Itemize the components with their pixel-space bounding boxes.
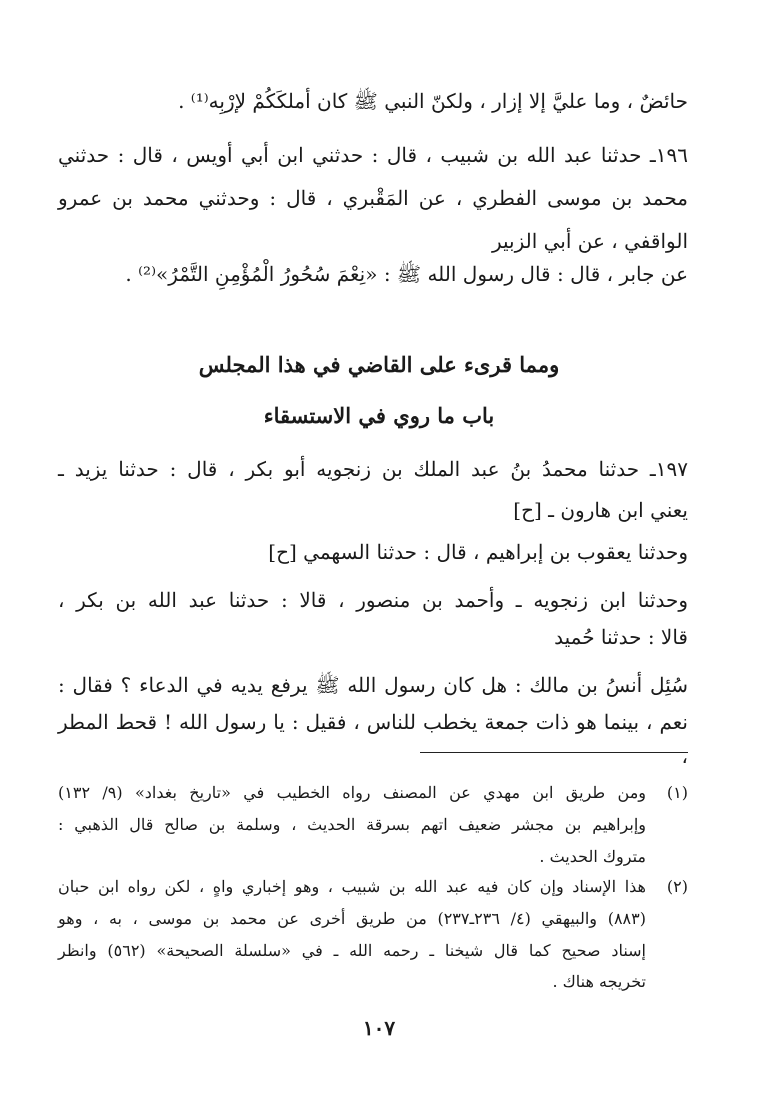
page-number: ١٠٧: [362, 1016, 396, 1040]
footnote-2-line: [58, 938, 688, 966]
footnote-1-line: [58, 812, 688, 840]
footnote-divider: [420, 752, 688, 753]
footnote-text: تخريجه هناك .: [552, 972, 646, 991]
footnote-2-line: [58, 874, 688, 902]
body-line: الواقفي ، عن أبي الزبير: [491, 229, 688, 253]
body-line: نعم ، بينما هو ذات جمعة يخطب للناس ، فقيل : يا رسول الله ! قحط المطر ،: [58, 710, 688, 768]
body-line: حائضٌ ، وما عليَّ إلا إزار ، ولكنّ النبي ﷺ كان أملكَكُمْ لإرْبِه⁽¹⁾ .: [178, 89, 688, 113]
hadith-196-line: ١٩٦ـ حدثنا عبد الله بن شبيب ، قال : حدثني ابن أبي أويس ، قال : حدثني: [58, 143, 688, 167]
footnote-text: وإبراهيم بن مجشر ضعيف اتهم بسرقة الحديث ، وسلمة بن صالح قال الذهبي :: [58, 815, 647, 834]
body-line: وحدثنا يعقوب بن إبراهيم ، قال : حدثنا السهمي [ح]: [268, 540, 688, 564]
footnote-text: هذا الإسناد وإن كان فيه عبد الله بن شبيب ، وهو إخباري واهٍ ، لكن رواه ابن حبان: [58, 877, 646, 896]
body-line: محمد بن موسى الفطري ، عن المَقْبري ، قال : وحدثني محمد بن عمرو: [58, 186, 688, 210]
chapter-heading: باب ما روي في الاستسقاء: [263, 403, 495, 428]
hadith-197-line: ١٩٧ـ حدثنا محمدُ بنُ عبد الملك بن زنجويه أبو بكر ، قال : حدثنا يزيد ـ: [58, 457, 688, 481]
footnote-text: ومن طريق ابن مهدي عن المصنف رواه الخطيب في «تاريخ بغداد» (٩/ ١٣٢): [58, 783, 646, 802]
body-line: سُئِل أنسُ بن مالك : هل كان رسول الله ﷺ يرفع يديه في الدعاء ؟ فقال :: [58, 673, 688, 697]
footnote-2-line: [58, 969, 688, 997]
footnote-1-line: [58, 780, 688, 808]
footnote-text: متروك الحديث .: [539, 847, 646, 866]
footnote-2-number: (٢): [666, 877, 688, 896]
body-line: قالا : حدثنا حُميد: [554, 625, 688, 649]
body-line: عن جابر ، قال : قال رسول الله ﷺ : «نِعْمَ سُحُورُ الْمُؤْمِنِ التَّمْرُ»⁽²⁾ .: [125, 262, 688, 286]
footnote-2-line: [58, 906, 688, 934]
footnote-1-number: (١): [666, 783, 688, 802]
body-line: وحدثنا ابن زنجويه ـ وأحمد بن منصور ، قالا : حدثنا عبد الله بن بكر ،: [58, 588, 688, 612]
footnote-text: إسناد صحيح كما قال شيخنا ـ رحمه الله ـ في «سلسلة الصحيحة» (٥٦٢) وانظر: [58, 941, 647, 960]
body-line: يعني ابن هارون ـ [ح]: [513, 498, 688, 522]
footnote-1-line: [58, 844, 688, 872]
footnote-text: (٨٨٣) والبيهقي (٤/ ٢٣٦ـ٢٣٧) من طريق أخرى عن محمد بن موسى ، به ، وهو: [58, 909, 646, 928]
section-heading: ومما قرىء على القاضي في هذا المجلس: [198, 352, 560, 377]
